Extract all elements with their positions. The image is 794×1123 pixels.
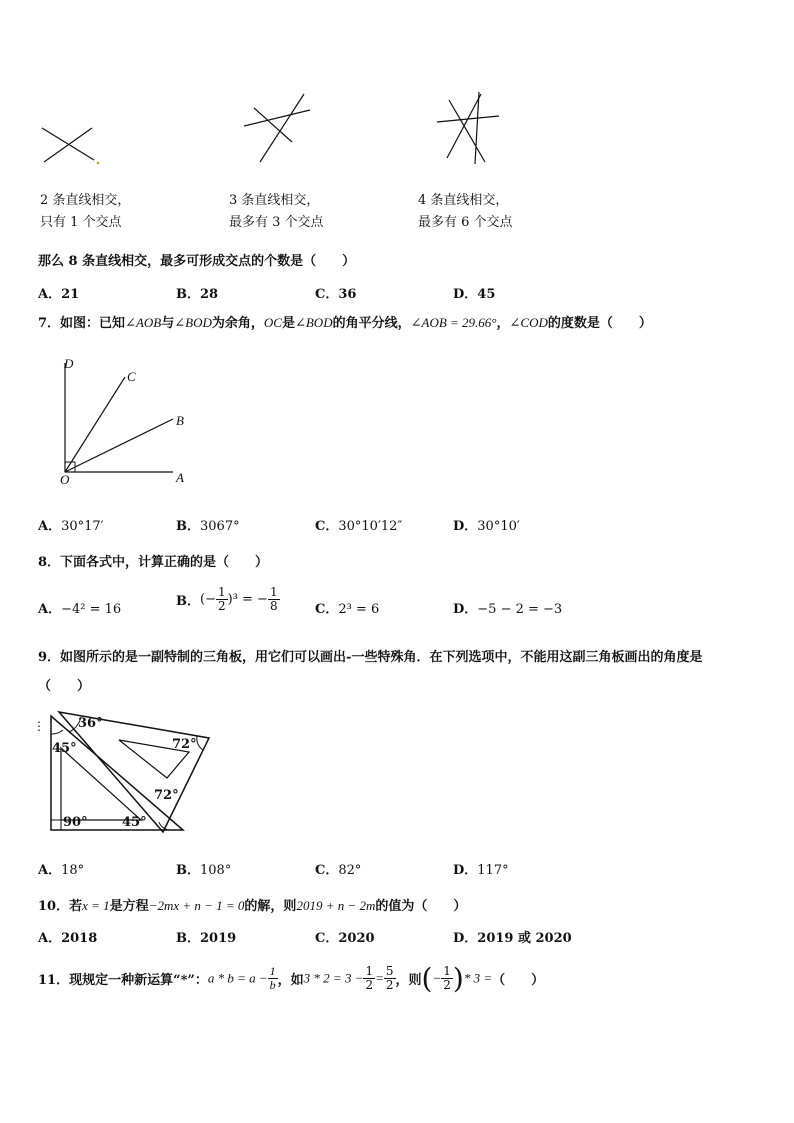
fraction — [441, 965, 453, 992]
option-label: B． — [176, 931, 200, 946]
caption-four-lines — [418, 190, 513, 234]
stem-text: ，如 — [277, 973, 304, 988]
fraction-numerator: 1 — [269, 964, 276, 978]
question-number: 10． — [38, 899, 70, 914]
q10-option-a[interactable] — [38, 927, 97, 946]
set-square-angle-label: 72° — [154, 788, 179, 803]
option-label: B． — [176, 594, 200, 609]
fraction — [216, 586, 228, 613]
math-angle: ∠COD — [509, 315, 548, 330]
stem-text: ，则 — [395, 973, 422, 988]
math-ray: OC — [263, 315, 282, 330]
caption-line1: 2 条直线相交， — [40, 193, 131, 208]
label-B: B — [176, 413, 184, 428]
set-square-angle-label: 36° — [78, 716, 103, 731]
label-D: D — [64, 356, 74, 371]
math-angle: ∠AOB — [125, 315, 162, 330]
option-label: B． — [176, 519, 200, 534]
option-label: D． — [453, 602, 478, 617]
option-text: 82° — [338, 863, 362, 878]
option-label: A． — [38, 287, 62, 302]
option-text: 30°10′ — [477, 519, 520, 534]
fraction — [268, 965, 278, 992]
option-text: 2018 — [61, 931, 98, 946]
option-text: 2020 — [338, 931, 375, 946]
math-expr: a * b = a − — [207, 970, 268, 986]
math-expr: −2mx + n − 1 = 0 — [148, 898, 245, 913]
set-square-angle-label: 72° — [172, 737, 197, 752]
caption-line2: 只有 1 个交点 — [40, 215, 122, 230]
stem-text: （ ） — [492, 973, 545, 988]
fraction-denominator: b — [269, 978, 276, 992]
fraction-denominator: 2 — [365, 978, 374, 992]
option-text: −4² = 16 — [61, 602, 122, 617]
q9-stem-line2: （ ） — [38, 679, 91, 694]
option-label: C． — [315, 863, 339, 878]
set-square-angle-label: 45° — [122, 815, 147, 830]
stem-text: 是 — [281, 316, 295, 331]
option-label: D． — [453, 519, 478, 534]
fraction-numerator: 5 — [385, 964, 394, 978]
q11-stem — [38, 962, 544, 995]
three-lines-figure — [240, 90, 320, 170]
q10-option-c[interactable] — [315, 927, 375, 946]
q7-option-a[interactable] — [38, 515, 104, 534]
fraction-denominator: 8 — [269, 599, 278, 613]
expr-pre: (− — [200, 592, 216, 607]
stem-text: 现规定一种新运算“*”： — [69, 973, 208, 988]
math-expr: − — [432, 970, 442, 986]
question-number: 9． — [38, 650, 61, 665]
two-lines-figure — [38, 120, 108, 170]
label-A: A — [176, 470, 184, 485]
expr-post: )³ = − — [227, 592, 268, 607]
q8-option-c[interactable] — [315, 598, 379, 617]
q6-option-c[interactable] — [315, 283, 356, 302]
option-label: C． — [315, 931, 339, 946]
stem-text: 的值为（ ） — [375, 899, 467, 914]
option-text: 117° — [477, 863, 509, 878]
math-expr: * 3 = — [463, 970, 493, 986]
stem-text: 的度数是（ ） — [547, 316, 652, 331]
fraction-denominator: 2 — [385, 978, 394, 992]
math-expr: 3 * 2 = 3 − — [303, 970, 364, 986]
q6-stem: 那么 8 条直线相交，最多可形成交点的个数是（ ） — [38, 254, 356, 269]
q7-option-c[interactable] — [315, 515, 402, 534]
option-text: −5 − 2 = −3 — [477, 602, 563, 617]
option-text: 2019 — [200, 931, 237, 946]
svg-text:⋮: ⋮ — [33, 719, 45, 733]
q6-option-b[interactable] — [176, 283, 218, 302]
fraction-numerator: 1 — [217, 585, 226, 599]
option-label: A． — [38, 519, 62, 534]
left-paren: ( — [421, 962, 433, 995]
set-square-angle-label: 45° — [52, 741, 77, 756]
option-text: 2019 或 2020 — [477, 931, 572, 946]
option-label: C． — [315, 519, 339, 534]
option-label: A． — [38, 863, 62, 878]
stem-text: 若 — [69, 899, 83, 914]
fraction — [384, 965, 396, 992]
math-expr: = — [375, 970, 384, 986]
stem-text: 如图所示的是一副特制的三角板，用它们可以画出-一些特殊角．在下列选项中，不能用这副三角板画出的角度是 — [60, 650, 703, 665]
option-label: C． — [315, 287, 339, 302]
math-angle: ∠BOD — [294, 315, 333, 330]
four-lines-figure — [435, 88, 505, 168]
fraction — [363, 965, 375, 992]
math-expr: 2019 + n − 2m — [296, 898, 376, 913]
q10-option-d[interactable] — [453, 927, 572, 946]
option-text: 28 — [200, 287, 219, 302]
fraction-denominator: 2 — [217, 599, 226, 613]
q6-option-a[interactable] — [38, 283, 79, 302]
q8-option-b[interactable] — [176, 586, 280, 613]
option-text: 21 — [61, 287, 80, 302]
math-equation: ∠AOB = 29.66° — [410, 315, 497, 330]
caption-line2: 最多有 3 个交点 — [229, 215, 324, 230]
math-angle: ∠BOD — [174, 315, 212, 330]
caption-three-lines — [229, 190, 324, 234]
caption-line2: 最多有 6 个交点 — [418, 215, 513, 230]
option-label: A． — [38, 602, 62, 617]
question-number: 11． — [38, 973, 70, 988]
math-expr: x = 1 — [82, 898, 110, 913]
question-number: 7． — [38, 316, 61, 331]
q8-stem — [38, 551, 268, 570]
q9-option-a[interactable] — [38, 859, 84, 878]
stem-text: 的解，则 — [244, 899, 297, 914]
q7-stem — [38, 312, 652, 331]
q7-option-b[interactable] — [176, 515, 240, 534]
q7-option-d[interactable] — [453, 515, 520, 534]
option-label: D． — [453, 287, 478, 302]
question-number: 8． — [38, 555, 61, 570]
stem-text: 与 — [161, 316, 175, 331]
stem-text: 为余角， — [211, 316, 264, 331]
fraction-numerator: 1 — [269, 585, 278, 599]
option-label: A． — [38, 931, 62, 946]
q9-option-d[interactable] — [453, 859, 509, 878]
q8-option-a[interactable] — [38, 598, 121, 617]
caption-line1: 3 条直线相交， — [229, 193, 320, 208]
option-text: 18° — [61, 863, 85, 878]
fraction-denominator: 2 — [443, 978, 451, 992]
q8-option-d[interactable] — [453, 598, 562, 617]
option-label: C． — [315, 602, 339, 617]
fraction-numerator: 1 — [365, 964, 374, 978]
label-O: O — [60, 472, 70, 487]
set-square-angle-label: 90° — [63, 815, 88, 830]
option-label: D． — [453, 931, 478, 946]
option-text: 30°10′12″ — [338, 519, 403, 534]
q6-option-d[interactable] — [453, 283, 495, 302]
option-text: 2³ = 6 — [338, 602, 380, 617]
caption-line1: 4 条直线相交， — [418, 193, 509, 208]
fraction — [268, 586, 280, 613]
option-label: D． — [453, 863, 478, 878]
option-text: 3067° — [200, 519, 240, 534]
option-text: 45 — [477, 287, 496, 302]
option-text: 36 — [338, 287, 357, 302]
option-label: B． — [176, 863, 200, 878]
label-C: C — [127, 369, 136, 384]
stem-text: 是方程 — [109, 899, 149, 914]
q9-option-b[interactable] — [176, 859, 231, 878]
right-paren: ) — [452, 962, 464, 995]
q10-stem — [38, 895, 466, 914]
caption-two-lines — [40, 190, 130, 234]
fraction-numerator: 1 — [443, 964, 451, 978]
q9-stem-line1 — [38, 646, 702, 665]
option-text: 108° — [200, 863, 232, 878]
option-text: 30°17′ — [61, 519, 104, 534]
q10-option-b[interactable] — [176, 927, 236, 946]
stem-text: 如图：已知 — [60, 316, 126, 331]
option-label: B． — [176, 287, 200, 302]
stem-text: 下面各式中，计算正确的是（ ） — [60, 555, 269, 570]
q9-option-c[interactable] — [315, 859, 361, 878]
stem-text: 的角平分线， — [332, 316, 411, 331]
stem-text: ， — [496, 316, 510, 331]
